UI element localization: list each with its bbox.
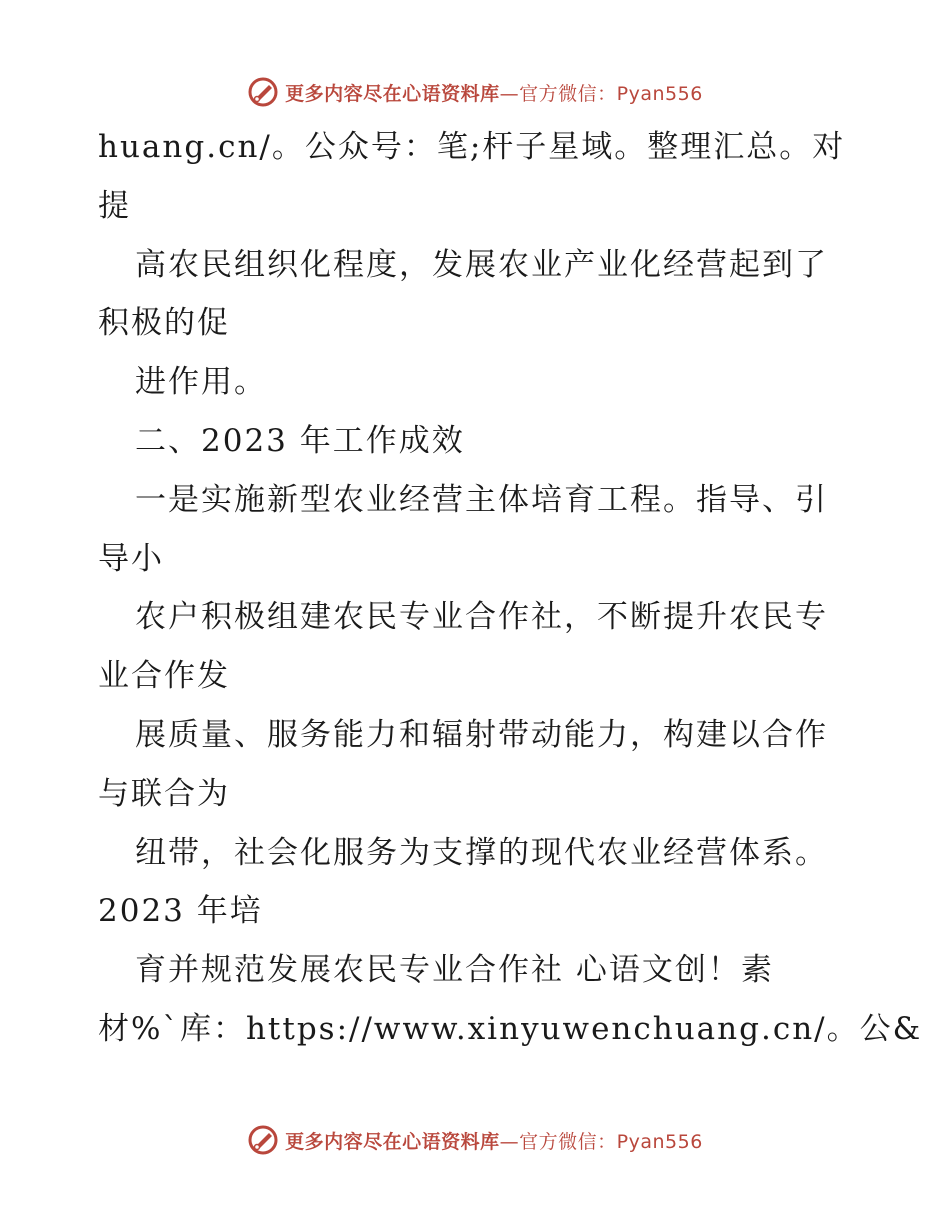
- footer-separator: —: [499, 1130, 520, 1153]
- footer-text: [285, 1127, 703, 1154]
- section-heading: 二、2023 年工作成效: [135, 422, 465, 459]
- text-line: 积极的促: [98, 305, 230, 342]
- text-line: 业合作发: [98, 658, 230, 695]
- header-text: [285, 79, 703, 106]
- text-line: 高农民组织化程度，发展农业产业化经营起到了: [135, 246, 828, 283]
- text-line: 纽带，社会化服务为支撑的现代农业经营体系。: [135, 834, 828, 871]
- text-line: 进作用。: [135, 364, 267, 401]
- text-line: 一是实施新型农业经营主体培育工程。指导、引: [135, 481, 828, 518]
- document-body: [98, 118, 923, 1059]
- header-separator: —: [499, 82, 520, 105]
- text-line: huang.cn/。公众号：笔;杆子星域。整理汇总。对: [98, 129, 846, 165]
- brand-logo-icon: [247, 76, 279, 108]
- header-watermark: [0, 72, 950, 112]
- text-line: 提: [98, 187, 131, 224]
- text-line: 育并规范发展农民专业合作社 心语文创！素: [135, 952, 774, 989]
- text-line: 农户积极组建农民专业合作社，不断提升农民专: [135, 599, 828, 636]
- brand-logo-icon: [247, 1124, 279, 1156]
- text-line: 导小: [98, 540, 164, 577]
- header-brand: 更多内容尽在心语资料库: [285, 82, 500, 105]
- text-line: 材%`库：https://www.xinyuwenchuang.cn/。公&: [98, 1010, 923, 1047]
- footer-wechat: 官方微信：Pyan556: [519, 1130, 703, 1153]
- footer-brand: 更多内容尽在心语资料库: [285, 1130, 500, 1153]
- text-line: 与联合为: [98, 775, 230, 812]
- header-wechat: 官方微信：Pyan556: [519, 82, 703, 105]
- footer-watermark: [0, 1120, 950, 1160]
- text-line: 2023 年培: [98, 893, 263, 930]
- text-line: 展质量、服务能力和辐射带动能力，构建以合作: [135, 716, 828, 753]
